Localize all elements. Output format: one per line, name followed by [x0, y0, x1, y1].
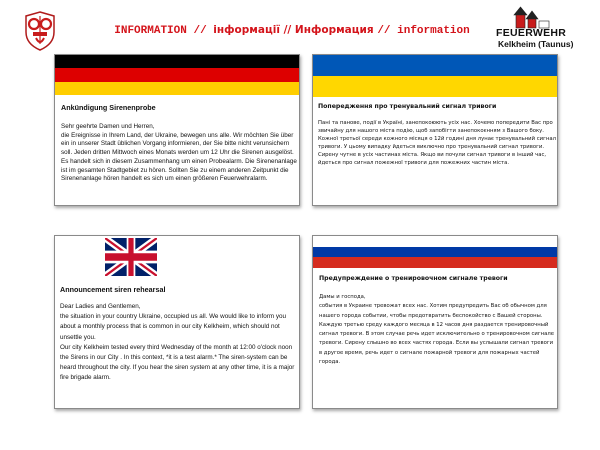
flag-stripe-gold — [55, 82, 299, 95]
card-heading: Announcement siren rehearsal — [60, 285, 166, 294]
card-ukrainian — [312, 54, 558, 206]
russian-flag — [313, 236, 557, 268]
city-crest-logo — [20, 10, 60, 52]
flag-stripe-blue — [313, 247, 557, 258]
card-body: Пані та панове, події в Україні, занепокоюють усіх нас. Хочемо попередити Вас про звичайну для нашого міста подію, щоб запобігти занепокоєнням з Вашого боку. Кожної третьої середи кожного місяця о 12й годині дня лунає тренувальний сигнал тривоги. У цьому випадку йдеться виключно про тренувальний сигнал тривоги. Сирену чутне в усіх частинах міста. Якщо ви почули сигнал тривоги в інший час, йдеться про сигнал пожежної тривоги для пожежних частин міста. — [318, 120, 556, 167]
title-part-en2: // information — [377, 25, 470, 37]
card-body: Sehr geehrte Damen und Herren, die Ereignisse in Ihrem Land, der Ukraine, bewegen uns alle. Wir möchten Sie über ein in unserer Stadt üblichen Vorgang informieren, der Sie bitte nicht verunsichern soll. Jeden dritten Mittwoch eines Monats werden um 12 Uhr die Sirenen ausgelöst. Es handelt sich in diesem Zusammenhang um einen Probealarm. Die Sirenenanlage ist im gesamten Stadtgebiet zu hören. Sollten Sie zu einem anderen Zeitpunkt die Sirenenanlage hören handelt es sich um einen größeren Feuerwehralarm. — [61, 123, 297, 183]
title-part-cyr: інформації // Информация — [213, 24, 378, 36]
brand-subtitle: Kelkheim (Taunus) — [498, 39, 574, 49]
card-heading: Попередження про тренувальний сигнал тривоги — [318, 103, 497, 110]
page-title — [112, 24, 472, 37]
card-german — [54, 54, 300, 206]
flag-stripe-blue — [313, 55, 557, 76]
uk-flag — [105, 238, 157, 276]
card-heading: Ankündigung Sirenenprobe — [61, 103, 156, 112]
flag-stripe-red — [313, 257, 557, 268]
title-part-en: INFORMATION // — [114, 25, 214, 37]
ukrainian-flag — [313, 55, 557, 97]
flag-stripe-black — [55, 55, 299, 68]
german-flag — [55, 55, 299, 95]
card-heading: Предупреждение о тренировочном сигнале тревоги — [319, 275, 508, 282]
flag-stripe-yellow — [313, 76, 557, 97]
brand-name: FEUERWEHR — [496, 27, 567, 39]
flag-stripe-white — [313, 236, 557, 247]
card-body: Dear Ladies and Gentlemen, the situation in your country Ukraine, occupied us all. We would like to inform you about a monthly process that is common in our city Kelkheim, which should not unsettle you. Our city Kelkheim tested every third Wednesday of the month at 12:00 o'clock noon the Sirens in our City . In this context, *it is a test alarm.* The siren-system can be heard throughout the city. If you hear the siren system at any other time, it is a major fire brigade alarm. — [60, 303, 295, 382]
card-russian — [312, 235, 558, 409]
card-english — [54, 235, 300, 409]
flag-stripe-red — [55, 68, 299, 81]
card-body: Дамы и господа, события в Украине тревожат всех нас. Хотим предупредить Вас об обычном для нашего города событии, чтобы предотвратить беспокойство с Вашей стороны. Каждую третью среду каждого месяца в 12 часов дня раздается тренировочный сигнал тревоги. В этом случае речь идет исключительно о тренировочном сигнале тревоги. Сирену слышно во всех частях города. Если вы услышали сигнал тревоги в другое время, речь идет о сигнале пожарной тревоги для пожарных частей города. — [319, 294, 554, 366]
